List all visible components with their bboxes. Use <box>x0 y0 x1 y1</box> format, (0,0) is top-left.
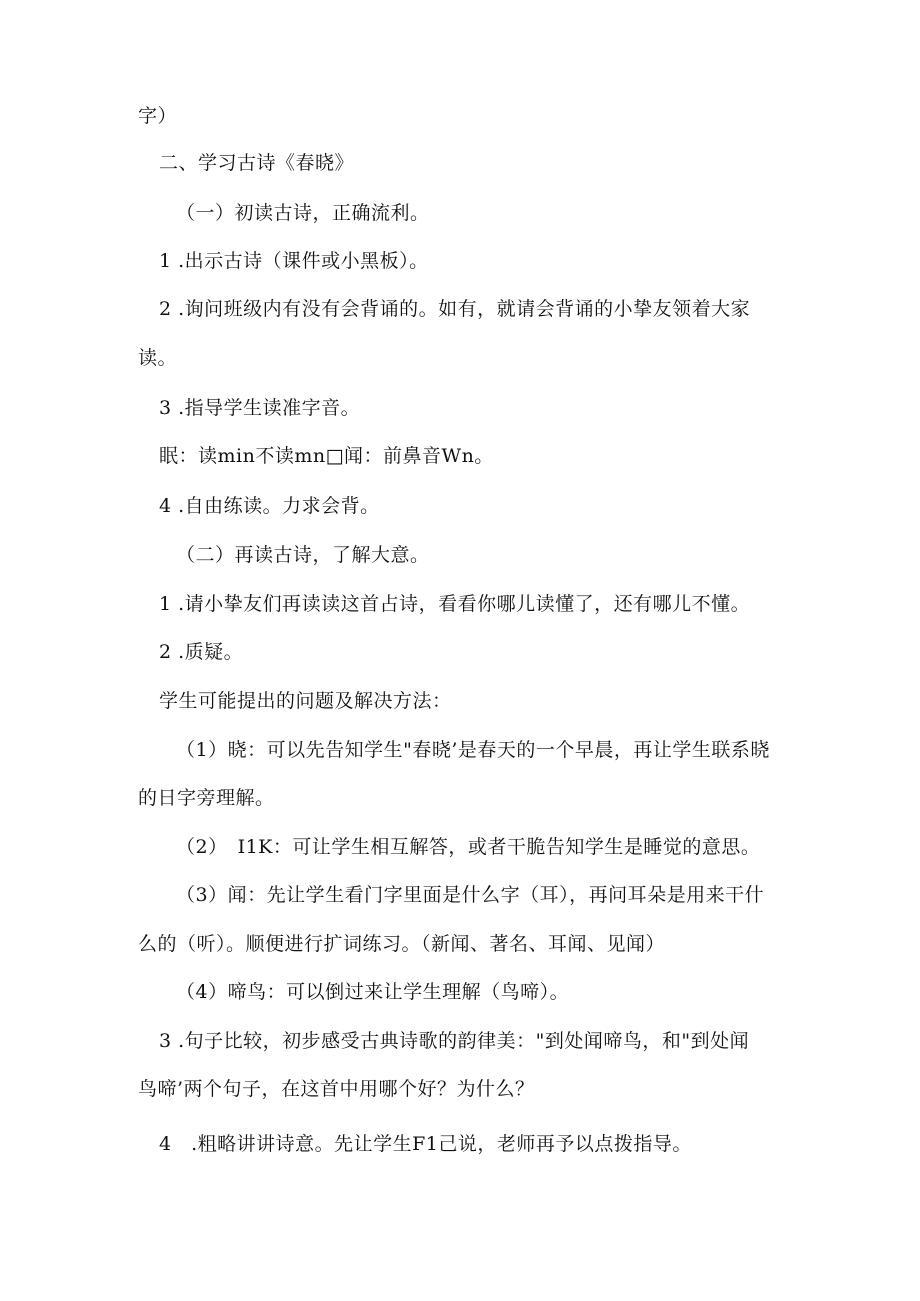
text-line-6: 读。 <box>138 347 178 369</box>
text-line-13: 学生可能提出的问题及解决方法： <box>159 690 452 712</box>
text-line-16: （2） I1K：可让学生相互解答，或者干脆告知学生是睡觉的意思。 <box>176 836 761 858</box>
text-line-15: 的日字旁理解。 <box>138 787 275 809</box>
subsection-heading-first-read: （一）初读古诗，正确流利。 <box>176 202 430 224</box>
text-line-1: 字） <box>138 105 178 127</box>
text-line-8: 眠：读min不读mn□闻：前鼻音Wn。 <box>159 445 494 467</box>
text-line-14: （1）晓：可以先告知学生"春晓’是春天的一个早晨，再让学生联系晓 <box>176 739 770 761</box>
text-line-5: 2 .询问班级内有没有会背诵的。如有，就请会背诵的小挚友领着大家 <box>159 298 751 320</box>
text-line-18: 么的（听）。顺便进行扩词练习。（新闻、著名、耳闻、见闻） <box>138 933 666 955</box>
text-line-19: （4）啼鸟：可以倒过来让学生理解（鸟啼）。 <box>176 981 570 1003</box>
section-heading-learn-poem: 二、学习古诗《春晓》 <box>159 152 355 174</box>
text-line-7: 3 .指导学生读准字音。 <box>159 397 361 419</box>
text-line-9: 4 .自由练读。力求会背。 <box>159 495 380 517</box>
text-line-4: 1 .出示古诗（课件或小黑板）。 <box>159 250 429 272</box>
text-line-22: 4 .粗略讲讲诗意。先让学生F1己说，老师再予以点拨指导。 <box>159 1133 692 1155</box>
subsection-heading-second-read: （二）再读古诗，了解大意。 <box>176 544 430 566</box>
text-line-21: 鸟啼’两个句子，在这首中用哪个好？为什么？ <box>138 1078 535 1100</box>
text-line-12: 2 .质疑。 <box>159 641 244 663</box>
text-line-20: 3 .句子比较，初步感受古典诗歌的韵律美："到处闻啼鸟，和"到处闻 <box>159 1030 750 1052</box>
text-line-11: 1 .请小挚友们再读读这首占诗，看看你哪儿读懂了，还有哪儿不懂。 <box>159 593 751 615</box>
text-line-17: （3）闻：先让学生看门字里面是什么字（耳），再问耳朵是用来干什 <box>176 884 765 906</box>
